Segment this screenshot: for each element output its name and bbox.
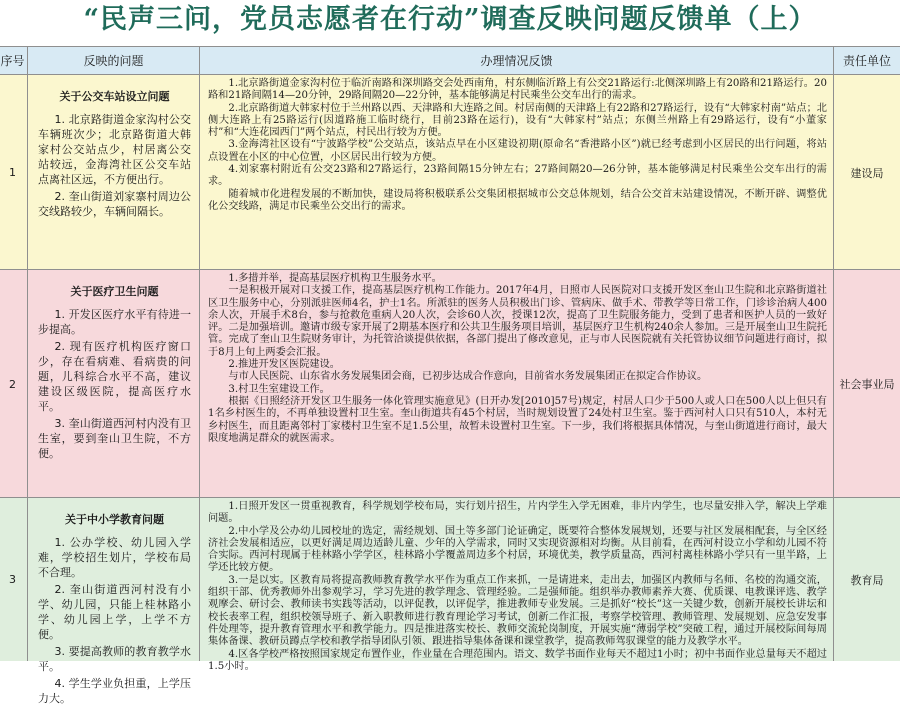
problem-item: 1. 公办学校、幼儿园入学难，学校招生划片，学校布局不合理。 [38, 536, 191, 579]
responsible-unit: 建设局 [850, 166, 884, 180]
problem-title: 关于医疗卫生问题 [70, 285, 159, 298]
responsible-unit: 社会事业局 [839, 378, 895, 391]
action-paragraph: 2.北京路街道大韩家村位于兰州路以西、天津路和大连路之间。村居南侧的天津路上有22路和27路运行，设有“大韩家村南”站点；北侧大连路上有25路运行(因道路施工临时绕行，目前23路在运行)，设有“大韩家村”站点；东侧兰州路上有29路运行，设有“小董家村”和“大连花园西门”两个站点，村民出行较为方便。 [208, 102, 827, 139]
action-cell [200, 270, 834, 498]
action-paragraph: 根据《日照经济开发区卫生服务一体化管理实施意见》(日开办发[2010]57号)规定，村居人口少于500人或人口在500人以上但只有1名乡村医生的，不再单独设置村卫生室。奎山街道共有45个村居，当时规划设置了24处村卫生室。鉴于西河村人口只有510人，本村无乡村医生，而且距离邻村丁家楼村卫生室不足1.5公里，故暂未设置村卫生室。下一步，我们将根据具体情况，与奎山街道进行商讨，最大限度地满足群众的就医需求。 [208, 395, 827, 444]
action-paragraph: 3.金海湾社区设有“宁波路学校”公交站点，该站点早在小区建设初期(原命名“香港路小区”)就已经考虑到小区居民的出行问题，将站点设置在小区的中心位置，小区居民出行较为方便。 [208, 139, 827, 163]
action-paragraph: 3.村卫生室建设工作。 [228, 383, 330, 395]
header-unit: 责任单位 [842, 54, 891, 68]
action-paragraph: 一是积极开展对口支援工作，提高基层医疗机构工作能力。2017年4月，日照市人民医院对口支援开发区奎山卫生院和北京路街道社区卫生服务中心，分别派驻医师4名，护士1名。所派驻的医务人员积极出门诊、管病床、做手术、带教学等日常工作，门诊诊治病人400余人次，开展手术8台，参与抢救危重病人20人次，会诊60人次，授课12次，提高了卫生院服务能力，受到了患者和医护人员的一致好评。二是加强培训。邀请市级专家开展了2期基本医疗和公共卫生服务项目培训，基层医疗卫生机构240余人参加。三是开展奎山卫生院托管。完成了奎山卫生院财务审计，为托管洽谈提供依据，各部门提出了修改意见，正与市人民医院就有关托管协议细节问题进行商讨，拟于8月上旬上两委会汇报。 [208, 285, 827, 358]
action-paragraph: 1.日照开发区一贯重视教育，科学规划学校布局，实行划片招生，片内学生入学无困难，非片内学生，也尽量安排入学，解决上学难问题。 [208, 501, 827, 525]
feedback-table [0, 46, 900, 705]
problem-item: 1. 开发区医疗水平有待进一步提高。 [38, 308, 191, 336]
responsible-unit: 教育局 [850, 573, 884, 587]
table-row [0, 74, 900, 270]
page-title: “民声三问，党员志愿者在行动”调查反映问题反馈单（上） [83, 4, 817, 35]
problem-item: 2. 奎山街道西河村没有小学、幼儿园，只能上桂林路小学、幼儿园上学，上学不方便。 [38, 583, 191, 641]
problem-title: 关于中小学教育问题 [65, 513, 164, 526]
table-row [0, 269, 900, 498]
action-paragraph: 随着城市化进程发展的不断加快，建设局将积极联系公交集团根据城市公交总体规划，结合公交首末站建设情况，不断开辟、调整优化公交线路，满足市民乘坐公交出行的需求。 [208, 188, 827, 212]
action-paragraph: 1.北京路街道金家沟村位于临沂南路和深圳路交会处西南角，村东侧临沂路上有公交21路运行:北侧深圳路上有20路和21路运行。20路和21路间隔14—20分钟，29路间隔20—22分钟，基本能够满足村民乘坐公交车出行的需求。 [208, 78, 827, 102]
problem-item: 4. 学生学业负担重，上学压力大。 [38, 677, 191, 705]
action-cell [200, 498, 834, 672]
action-paragraph: 2.推进开发区医院建设。 [228, 359, 340, 371]
row-number: 1 [0, 75, 28, 270]
problem-cell [28, 75, 200, 270]
table-header-row [0, 46, 900, 75]
action-cell [200, 75, 834, 270]
header-no: 序号 [0, 47, 28, 75]
action-paragraph: 3.一是以实。区教育局将提高教师教育教学水平作为重点工作来抓，一是请进来，走出去，加强区内教师与名师、名校的沟通交流，组织干部、优秀教师外出参观学习，学习先进的教学理念、管理经验。二是强师能。组织举办教师素养大赛、优质课、电教课评选、教学观摩会、研讨会、教师读书实践等活动，以评促教，以评促学，推进教师专业发展。三是抓好“校长”这一关键少数，创新开展校长讲坛和校长表率工程，组织校领导班子、新入职教师进行教育理论学习考试，创新二作汇报，考察学校管理、教师管理、发展规划、应急安发事件处理等，提升教育管理水平和教学能力。四是推进落实校长、教师交流轮岗制度，开展实施“薄弱学校”突破工程，通过开展校际间每周集体备课、教研员蹲点学校和教学指导团队引领、跟进指导集体备课和课堂教学，提高教师驾驭课堂的能力及教学水平。 [208, 574, 827, 648]
row-number: 2 [0, 270, 28, 498]
action-paragraph: 与市人民医院、山东省水务发展集团会商，已初步达成合作意向，目前省水务发展集团正在拟定合作协议。 [228, 371, 708, 383]
row-number: 3 [0, 498, 28, 661]
action-paragraph: 4.刘家寨村附近有公交23路和27路运行，23路间隔15分钟左右；27路间隔20—26分钟，基本能够满足村民乘坐公交车出行的需求。 [208, 164, 827, 188]
problem-item: 3. 奎山街道西河村内没有卫生室，要到奎山卫生院，不方便。 [38, 417, 191, 460]
table-row [0, 497, 900, 705]
problem-item: 3. 要提高教师的教育教学水平。 [38, 645, 191, 673]
header-problem: 反映的问题 [28, 47, 200, 75]
problem-item: 2. 奎山街道刘家寨村周边公交线路较少，车辆间隔长。 [38, 190, 191, 218]
problem-item: 1. 北京路街道金家沟村公交车辆班次少；北京路街道大韩家村公交站点少，村居离公交站较远，金海湾社区公交车站点离社区远，不方便出行。 [38, 113, 191, 186]
action-paragraph: 2.中小学及公办幼儿园校址的选定，需经规划、国土等多部门论证确定，既要符合整体发展规划，还要与社区发展相配套，与全区经济社会发展相适应，以更好满足周边适龄儿童、少年的入学需求，同时又实现资源相对均衡。从目前看，在西河村设立小学和幼儿园不符合实际。西河村现属于桂林路小学学区，桂林路小学覆盖周边多个村居，环境优美，教学质量高，西河村离桂林路小学只有一里半路，上学还比较方便。 [208, 525, 827, 574]
action-paragraph: 1.多措并举，提高基层医疗机构卫生服务水平。 [228, 273, 442, 284]
problem-cell [28, 498, 200, 705]
header-action: 办理情况反馈 [200, 47, 834, 75]
action-paragraph: 4.区各学校严格按照国家规定布置作业，作业量在合理范围内。语文、数学书面作业每天不超过1小时；初中书面作业总量每天不超过1.5小时。 [208, 648, 827, 672]
problem-title: 关于公交车站设立问题 [59, 90, 170, 103]
problem-item: 2. 现有医疗机构医疗窗口少，存在看病难、看病贵的问题，儿科综合水平不高，建议建设区级医院，提高医疗水平。 [38, 340, 191, 413]
problem-cell [28, 270, 200, 498]
